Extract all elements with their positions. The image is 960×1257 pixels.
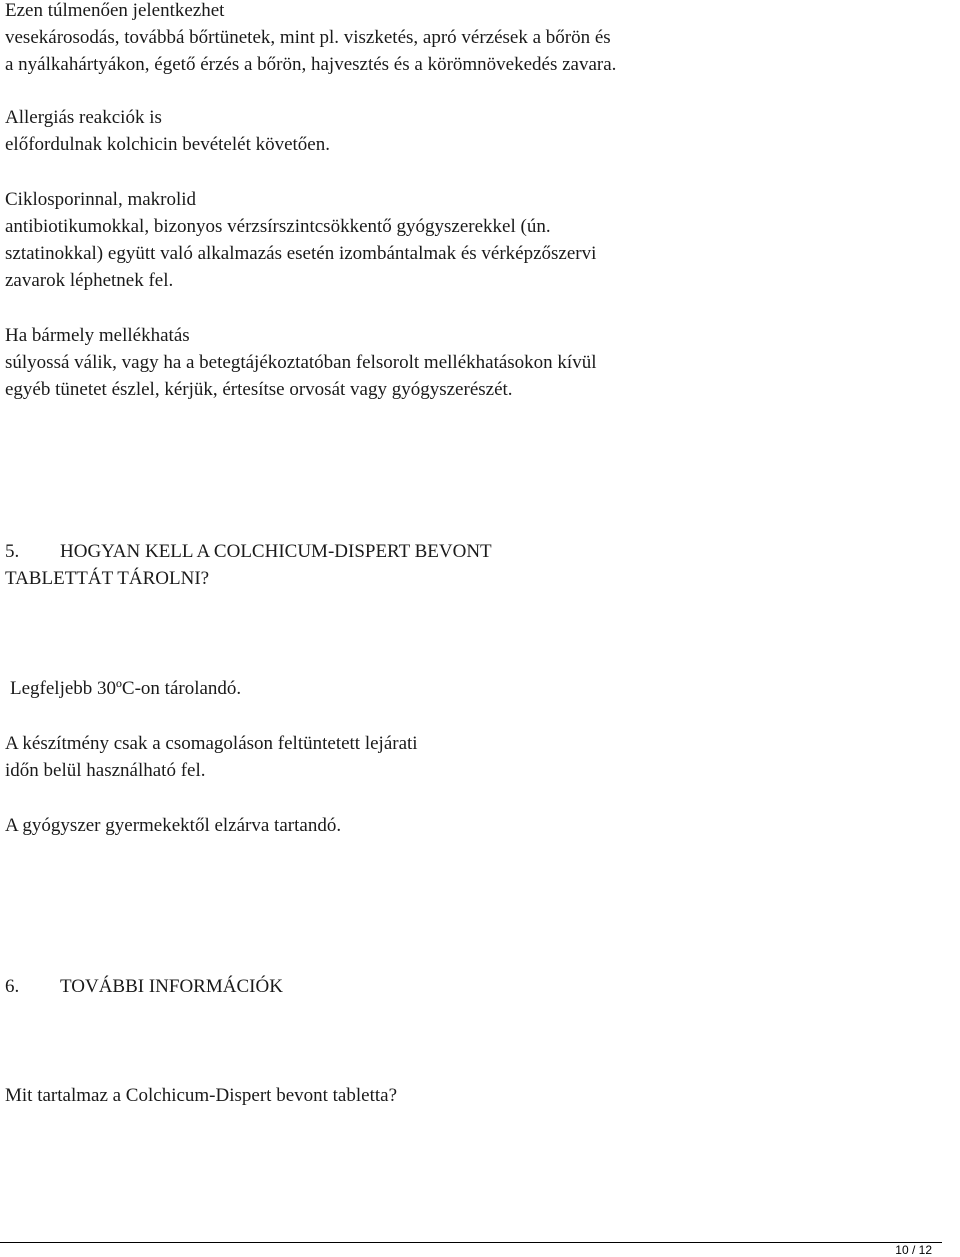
text-line: Ha bármely mellékhatás <box>5 325 190 346</box>
section-title: TOVÁBBI INFORMÁCIÓK <box>60 976 283 997</box>
text-line: Allergiás reakciók is <box>5 107 162 128</box>
section-title: TABLETTÁT TÁROLNI? <box>5 568 210 589</box>
text-line: A készítmény csak a csomagoláson feltüntetett lejárati <box>5 733 418 754</box>
section-title: HOGYAN KELL A COLCHICUM-DISPERT BEVONT <box>60 541 492 562</box>
text-line: antibiotikumokkal, bizonyos vérzsírszintcsökkentő gyógyszerekkel (ún. <box>5 216 551 237</box>
children-warning: A gyógyszer gyermekektől elzárva tartandó. <box>5 815 342 836</box>
page-number: 10 / 12 <box>895 1243 932 1257</box>
section-number: 6. <box>5 976 20 997</box>
text-line: vesekárosodás, továbbá bőrtünetek, mint pl. viszketés, apró vérzések a bőrön és <box>5 27 611 48</box>
text-line: előfordulnak kolchicin bevételét követően. <box>5 134 330 155</box>
storage-temperature: Legfeljebb 30ºC-on tárolandó. <box>10 678 242 699</box>
footer-divider <box>0 1242 942 1243</box>
text-line: Ezen túlmenően jelentkezhet <box>5 0 225 21</box>
text-line: sztatinokkal) együtt való alkalmazás esetén izombántalmak és vérképzőszervi <box>5 243 597 264</box>
contents-question: Mit tartalmaz a Colchicum-Dispert bevont tabletta? <box>5 1085 398 1106</box>
text-line: egyéb tünetet észlel, kérjük, értesítse orvosát vagy gyógyszerészét. <box>5 379 513 400</box>
text-line: a nyálkahártyákon, égető érzés a bőrön, hajvesztés és a körömnövekedés zavara. <box>5 54 617 75</box>
text-line: Ciklosporinnal, makrolid <box>5 189 197 210</box>
text-line: zavarok léphetnek fel. <box>5 270 174 291</box>
section-number: 5. <box>5 541 20 562</box>
text-line: időn belül használható fel. <box>5 760 206 781</box>
text-line: súlyossá válik, vagy ha a betegtájékoztatóban felsorolt mellékhatásokon kívül <box>5 352 597 373</box>
